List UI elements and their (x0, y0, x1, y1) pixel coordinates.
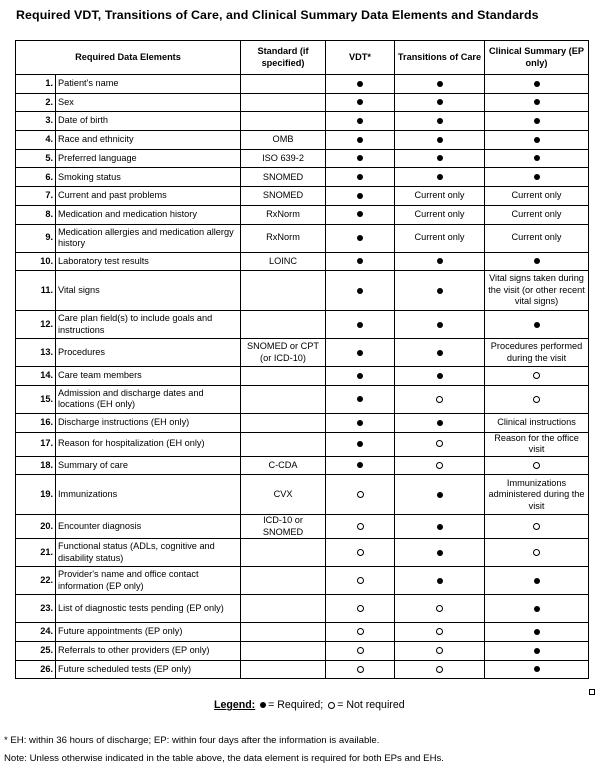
row-number: 25. (16, 641, 56, 660)
data-element-name: Patient's name (56, 75, 241, 94)
toc-cell (395, 112, 485, 131)
data-element-name: Functional status (ADLs, cognitive and disability status) (56, 539, 241, 567)
standard-cell: CVX (241, 475, 326, 515)
standard-cell (241, 93, 326, 112)
data-element-name: Future appointments (EP only) (56, 623, 241, 642)
toc-cell (395, 131, 485, 150)
filled-circle-icon (357, 373, 363, 379)
standard-cell (241, 539, 326, 567)
vdt-cell (326, 660, 395, 679)
header-standard (241, 41, 326, 75)
standard-cell (241, 432, 326, 456)
row-number: 1. (16, 75, 56, 94)
standard-cell: SNOMED (241, 168, 326, 187)
filled-circle-icon (357, 396, 363, 402)
clinical-cell (485, 595, 589, 623)
header-clinical-summary: Clinical Summary (EP only) (485, 41, 589, 75)
table-row (16, 149, 589, 168)
standard-cell (241, 112, 326, 131)
row-number: 15. (16, 385, 56, 413)
clinical-text-cell: Immunizations administered during the visit (485, 475, 589, 515)
clinical-cell (485, 311, 589, 339)
table-row (16, 660, 589, 679)
open-circle-icon (357, 605, 364, 612)
standard-cell: ISO 639-2 (241, 149, 326, 168)
toc-text-cell: Current only (395, 187, 485, 206)
clinical-text-cell: Current only (485, 205, 589, 224)
row-number: 9. (16, 224, 56, 252)
filled-circle-icon (534, 629, 540, 635)
filled-circle-icon (357, 258, 363, 264)
clinical-text-cell: Current only (485, 187, 589, 206)
vdt-cell (326, 567, 395, 595)
filled-circle-icon (260, 702, 266, 708)
clinical-text-cell: Clinical instructions (485, 413, 589, 432)
vdt-cell (326, 339, 395, 367)
vdt-cell (326, 205, 395, 224)
open-circle-icon (357, 549, 364, 556)
filled-circle-icon (357, 235, 363, 241)
table-row (16, 595, 589, 623)
filled-circle-icon (534, 174, 540, 180)
filled-circle-icon (437, 322, 443, 328)
data-elements-table (15, 40, 589, 679)
header-transitions-of-care: Transitions of Care (395, 41, 485, 75)
filled-circle-icon (437, 174, 443, 180)
standard-cell: SNOMED (241, 187, 326, 206)
row-number: 8. (16, 205, 56, 224)
standard-cell: RxNorm (241, 224, 326, 252)
toc-cell (395, 413, 485, 432)
standard-cell: SNOMED or CPT (or ICD-10) (241, 339, 326, 367)
vdt-cell (326, 149, 395, 168)
clinical-cell (485, 539, 589, 567)
toc-cell (395, 475, 485, 515)
table-row (16, 131, 589, 150)
row-number: 13. (16, 339, 56, 367)
data-element-name: Sex (56, 93, 241, 112)
filled-circle-icon (437, 118, 443, 124)
toc-cell (395, 385, 485, 413)
filled-circle-icon (437, 288, 443, 294)
clinical-cell (485, 149, 589, 168)
toc-cell (395, 339, 485, 367)
filled-circle-icon (357, 155, 363, 161)
standard-cell (241, 75, 326, 94)
vdt-cell (326, 131, 395, 150)
open-circle-icon (436, 647, 443, 654)
filled-circle-icon (534, 99, 540, 105)
vdt-cell (326, 539, 395, 567)
data-element-name: Current and past problems (56, 187, 241, 206)
filled-circle-icon (357, 99, 363, 105)
filled-circle-icon (437, 81, 443, 87)
data-element-name: Care plan field(s) to include goals and instructions (56, 311, 241, 339)
clinical-text-cell: Reason for the office visit (485, 432, 589, 456)
vdt-cell (326, 93, 395, 112)
toc-cell (395, 149, 485, 168)
filled-circle-icon (357, 211, 363, 217)
table-row (16, 385, 589, 413)
data-element-name: Reason for hospitalization (EH only) (56, 432, 241, 456)
standard-cell: LOINC (241, 252, 326, 271)
clinical-text-cell: Procedures performed during the visit (485, 339, 589, 367)
filled-circle-icon (357, 350, 363, 356)
vdt-cell (326, 456, 395, 475)
table-row (16, 112, 589, 131)
table-resize-handle[interactable] (589, 689, 595, 695)
row-number: 20. (16, 515, 56, 539)
filled-circle-icon (357, 118, 363, 124)
clinical-cell (485, 112, 589, 131)
table-row (16, 187, 589, 206)
row-number: 12. (16, 311, 56, 339)
filled-circle-icon (437, 550, 443, 556)
table-row (16, 205, 589, 224)
data-element-name: List of diagnostic tests pending (EP only) (56, 595, 241, 623)
data-element-name: Provider's name and office contact information (EP only) (56, 567, 241, 595)
toc-cell (395, 432, 485, 456)
standard-cell (241, 385, 326, 413)
table-row (16, 339, 589, 367)
vdt-cell (326, 224, 395, 252)
row-number: 11. (16, 271, 56, 311)
standard-cell (241, 367, 326, 386)
vdt-cell (326, 75, 395, 94)
standard-cell: ICD-10 or SNOMED (241, 515, 326, 539)
toc-text-cell: Current only (395, 224, 485, 252)
header-vdt: VDT* (326, 41, 395, 75)
toc-cell (395, 311, 485, 339)
row-number: 19. (16, 475, 56, 515)
standard-cell: OMB (241, 131, 326, 150)
table-row (16, 432, 589, 456)
table-body (16, 75, 589, 679)
clinical-cell (485, 567, 589, 595)
filled-circle-icon (437, 578, 443, 584)
open-circle-icon (533, 462, 540, 469)
row-number: 5. (16, 149, 56, 168)
clinical-cell (485, 252, 589, 271)
data-element-name: Encounter diagnosis (56, 515, 241, 539)
filled-circle-icon (534, 648, 540, 654)
vdt-cell (326, 641, 395, 660)
open-circle-icon (357, 628, 364, 635)
standard-cell (241, 271, 326, 311)
row-number: 17. (16, 432, 56, 456)
toc-cell (395, 567, 485, 595)
toc-cell (395, 252, 485, 271)
vdt-cell (326, 432, 395, 456)
row-number: 16. (16, 413, 56, 432)
row-number: 7. (16, 187, 56, 206)
open-circle-icon (533, 372, 540, 379)
row-number: 24. (16, 623, 56, 642)
clinical-cell (485, 623, 589, 642)
vdt-cell (326, 515, 395, 539)
filled-circle-icon (534, 137, 540, 143)
open-circle-icon (357, 523, 364, 530)
footnote-timing: * EH: within 36 hours of discharge; EP: within four days after the information is available. (4, 735, 380, 746)
table-row (16, 567, 589, 595)
data-element-name: Care team members (56, 367, 241, 386)
toc-text-cell: Current only (395, 205, 485, 224)
clinical-cell (485, 385, 589, 413)
filled-circle-icon (357, 174, 363, 180)
data-element-name: Smoking status (56, 168, 241, 187)
filled-circle-icon (357, 81, 363, 87)
filled-circle-icon (437, 137, 443, 143)
table-row (16, 367, 589, 386)
row-number: 3. (16, 112, 56, 131)
row-number: 10. (16, 252, 56, 271)
table-row (16, 475, 589, 515)
clinical-cell (485, 367, 589, 386)
header-required-data-elements: Required Data Elements (16, 41, 241, 75)
vdt-cell (326, 623, 395, 642)
data-element-name: Immunizations (56, 475, 241, 515)
clinical-cell (485, 131, 589, 150)
clinical-cell (485, 75, 589, 94)
open-circle-icon (357, 647, 364, 654)
data-element-name: Medication allergies and medication allergy history (56, 224, 241, 252)
filled-circle-icon (534, 666, 540, 672)
table-header-row (16, 41, 589, 75)
filled-circle-icon (357, 193, 363, 199)
filled-circle-icon (437, 373, 443, 379)
open-circle-icon (328, 702, 335, 709)
table-row (16, 75, 589, 94)
filled-circle-icon (534, 81, 540, 87)
filled-circle-icon (437, 524, 443, 530)
vdt-cell (326, 413, 395, 432)
table-row (16, 271, 589, 311)
vdt-cell (326, 367, 395, 386)
clinical-text-cell: Current only (485, 224, 589, 252)
standard-cell (241, 641, 326, 660)
table-row (16, 224, 589, 252)
filled-circle-icon (534, 258, 540, 264)
open-circle-icon (533, 549, 540, 556)
filled-circle-icon (437, 258, 443, 264)
filled-circle-icon (437, 350, 443, 356)
vdt-cell (326, 595, 395, 623)
filled-circle-icon (437, 420, 443, 426)
header-standard-label: Standard (if specified) (257, 46, 309, 68)
data-element-name: Admission and discharge dates and locations (EH only) (56, 385, 241, 413)
standard-cell (241, 623, 326, 642)
table-row (16, 252, 589, 271)
filled-circle-icon (534, 118, 540, 124)
toc-cell (395, 641, 485, 660)
legend-not-required-text: = Not required (337, 699, 405, 711)
table-row (16, 456, 589, 475)
toc-cell (395, 93, 485, 112)
vdt-cell (326, 168, 395, 187)
standard-cell (241, 413, 326, 432)
data-element-name: Race and ethnicity (56, 131, 241, 150)
vdt-cell (326, 475, 395, 515)
row-number: 18. (16, 456, 56, 475)
toc-cell (395, 367, 485, 386)
standard-cell (241, 595, 326, 623)
toc-cell (395, 456, 485, 475)
data-element-name: Discharge instructions (EH only) (56, 413, 241, 432)
open-circle-icon (436, 462, 443, 469)
toc-cell (395, 271, 485, 311)
data-element-name: Summary of care (56, 456, 241, 475)
vdt-cell (326, 311, 395, 339)
open-circle-icon (357, 577, 364, 584)
table-row (16, 641, 589, 660)
toc-cell (395, 660, 485, 679)
filled-circle-icon (437, 492, 443, 498)
vdt-cell (326, 271, 395, 311)
table-row (16, 539, 589, 567)
clinical-text-cell: Vital signs taken during the visit (or other recent vital signs) (485, 271, 589, 311)
table-row (16, 168, 589, 187)
standard-cell (241, 311, 326, 339)
table-row (16, 515, 589, 539)
clinical-cell (485, 456, 589, 475)
row-number: 14. (16, 367, 56, 386)
legend-label: Legend: (214, 699, 256, 711)
data-element-name: Preferred language (56, 149, 241, 168)
clinical-cell (485, 515, 589, 539)
open-circle-icon (436, 666, 443, 673)
row-number: 21. (16, 539, 56, 567)
clinical-cell (485, 93, 589, 112)
filled-circle-icon (357, 420, 363, 426)
row-number: 2. (16, 93, 56, 112)
open-circle-icon (436, 628, 443, 635)
filled-circle-icon (534, 155, 540, 161)
open-circle-icon (436, 440, 443, 447)
row-number: 22. (16, 567, 56, 595)
legend (214, 699, 405, 711)
legend-required-text: = Required; (268, 699, 324, 711)
row-number: 23. (16, 595, 56, 623)
filled-circle-icon (357, 462, 363, 468)
open-circle-icon (357, 491, 364, 498)
data-element-name: Medication and medication history (56, 205, 241, 224)
table-row (16, 413, 589, 432)
data-element-name: Laboratory test results (56, 252, 241, 271)
filled-circle-icon (357, 288, 363, 294)
footnote-note: Note: Unless otherwise indicated in the table above, the data element is required for both EPs and EHs. (4, 753, 444, 764)
filled-circle-icon (357, 322, 363, 328)
open-circle-icon (436, 605, 443, 612)
open-circle-icon (357, 666, 364, 673)
standard-cell: RxNorm (241, 205, 326, 224)
filled-circle-icon (437, 99, 443, 105)
clinical-cell (485, 660, 589, 679)
data-element-name: Vital signs (56, 271, 241, 311)
table-row (16, 93, 589, 112)
page-title: Required VDT, Transitions of Care, and Clinical Summary Data Elements and Standards (16, 8, 539, 22)
standard-cell (241, 660, 326, 679)
data-element-name: Date of birth (56, 112, 241, 131)
filled-circle-icon (534, 578, 540, 584)
filled-circle-icon (534, 606, 540, 612)
table-row (16, 623, 589, 642)
toc-cell (395, 595, 485, 623)
vdt-cell (326, 112, 395, 131)
clinical-cell (485, 641, 589, 660)
filled-circle-icon (357, 137, 363, 143)
row-number: 6. (16, 168, 56, 187)
filled-circle-icon (534, 322, 540, 328)
vdt-cell (326, 252, 395, 271)
data-element-name: Future scheduled tests (EP only) (56, 660, 241, 679)
filled-circle-icon (357, 441, 363, 447)
toc-cell (395, 539, 485, 567)
data-element-name: Referrals to other providers (EP only) (56, 641, 241, 660)
toc-cell (395, 623, 485, 642)
filled-circle-icon (437, 155, 443, 161)
vdt-cell (326, 385, 395, 413)
open-circle-icon (436, 396, 443, 403)
open-circle-icon (533, 523, 540, 530)
toc-cell (395, 168, 485, 187)
row-number: 4. (16, 131, 56, 150)
standard-cell: C-CDA (241, 456, 326, 475)
toc-cell (395, 515, 485, 539)
vdt-cell (326, 187, 395, 206)
open-circle-icon (533, 396, 540, 403)
table-row (16, 311, 589, 339)
clinical-cell (485, 168, 589, 187)
data-element-name: Procedures (56, 339, 241, 367)
toc-cell (395, 75, 485, 94)
standard-cell (241, 567, 326, 595)
row-number: 26. (16, 660, 56, 679)
